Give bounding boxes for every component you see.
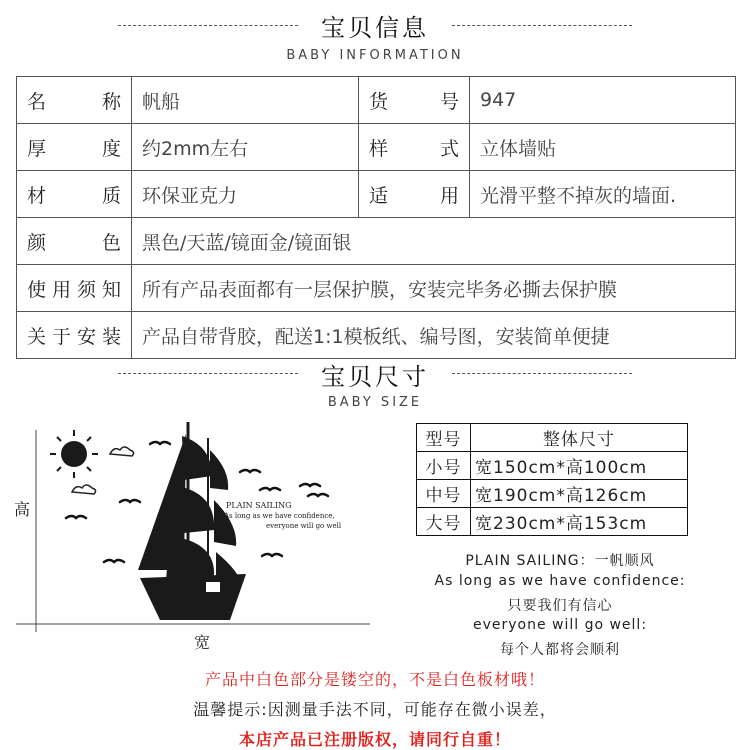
value-material: 环保亚克力: [132, 171, 359, 218]
size-section-subtitle: BABY SIZE: [327, 395, 423, 410]
value-item-number: 947: [470, 77, 736, 124]
table-row: [417, 508, 688, 536]
label-thickness: 厚度: [17, 124, 132, 171]
table-header-row: [417, 424, 688, 452]
value-thickness: 约2mm左右: [132, 124, 359, 171]
table-row: [17, 77, 736, 124]
sun-icon: [50, 430, 98, 478]
size-cell: 宽150cm*高100cm: [471, 452, 688, 480]
header-model: 型号: [417, 424, 471, 452]
caption-line: 只要我们有信心: [507, 598, 613, 614]
label-applicable: 适用: [359, 171, 470, 218]
size-table: [416, 423, 688, 536]
height-label: 高: [14, 500, 31, 519]
info-section-title: 宝贝信息: [321, 14, 429, 42]
value-name: 帆船: [132, 77, 359, 124]
measure-note: 温馨提示:因测量手法不同，可能存在微小误差，: [193, 700, 557, 719]
table-row: [17, 312, 736, 359]
table-row: [417, 452, 688, 480]
sailboat-icon: [138, 422, 246, 620]
artwork-heading: PLAIN SAILING: [226, 501, 292, 510]
width-label: 宽: [194, 633, 211, 652]
table-row: [417, 480, 688, 508]
value-applicable: 光滑平整不掉灰的墙面.: [470, 171, 736, 218]
hollow-note: 产品中白色部分是镂空的，不是白色板材哦！: [204, 670, 545, 689]
table-row: [17, 171, 736, 218]
caption-line: PLAIN SAILING：一帆顺风: [465, 553, 655, 569]
table-row: [17, 218, 736, 265]
value-usage: 所有产品表面都有一层保护膜，安装完毕务必撕去保护膜: [132, 265, 736, 312]
label-color: 颜色: [17, 218, 132, 265]
table-row: [17, 124, 736, 171]
header-size: 整体尺寸: [471, 424, 688, 452]
copyright-note: 本店产品已注册版权，请同行自重！: [238, 730, 511, 749]
info-section-subtitle: BABY INFORMATION: [286, 48, 464, 63]
artwork-line2: everyone will go well: [266, 522, 342, 530]
model-cell: 中号: [417, 480, 471, 508]
value-color: 黑色/天蓝/镜面金/镜面银: [132, 218, 736, 265]
table-row: [17, 265, 736, 312]
size-cell: 宽230cm*高153cm: [471, 508, 688, 536]
caption-line: 每个人都将会顺利: [500, 642, 620, 658]
model-cell: 小号: [417, 452, 471, 480]
label-name: 名称: [17, 77, 132, 124]
size-cell: 宽190cm*高126cm: [471, 480, 688, 508]
label-material: 材质: [17, 171, 132, 218]
label-style: 样式: [359, 124, 470, 171]
cloud-icon: [72, 485, 96, 494]
label-item-number: 货号: [359, 77, 470, 124]
product-info-table: [16, 76, 736, 359]
label-usage: 使用须知: [17, 265, 132, 312]
value-style: 立体墙贴: [470, 124, 736, 171]
size-section-title: 宝贝尺寸: [321, 363, 429, 391]
caption-line: As long as we have confidence:: [434, 573, 686, 589]
caption-line: everyone will go well:: [472, 617, 648, 633]
label-installation: 关于安装: [17, 312, 132, 359]
model-cell: 大号: [417, 508, 471, 536]
value-installation: 产品自带背胶，配送1:1模板纸、编号图，安装简单便捷: [132, 312, 736, 359]
artwork-line1: As long as we have confidence,: [224, 512, 335, 520]
cloud-icon: [110, 447, 134, 456]
sailboat-illustration: [10, 420, 390, 650]
